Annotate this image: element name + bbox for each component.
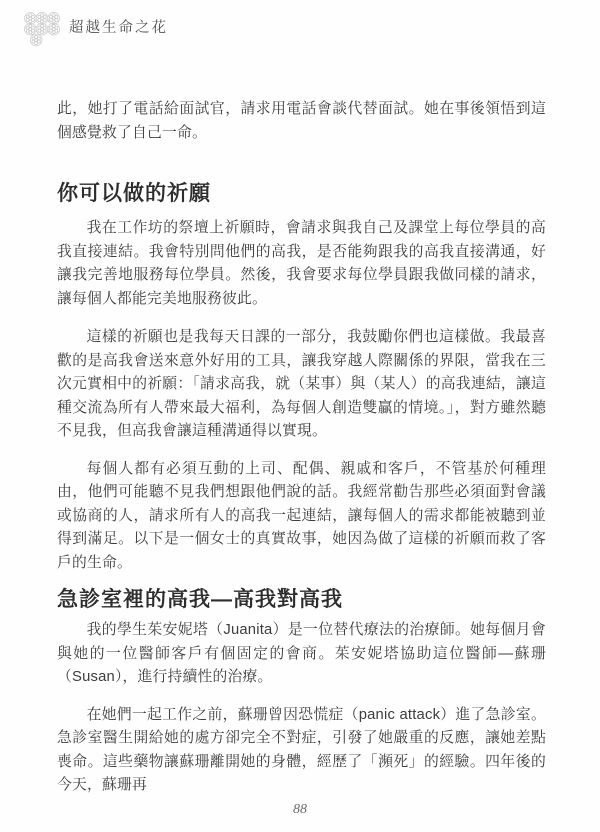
- paragraph: 我的學生茱安妮塔（Juanita）是一位替代療法的治療師。她每個月會與她的一位醫師客戶有個固定的會商。茱安妮塔協助這位醫師—蘇珊（Susan），進行持續性的治療。: [57, 622, 546, 685]
- flower-of-life-logo-icon: [22, 8, 62, 52]
- page-number: 88: [293, 802, 307, 817]
- section-heading-higher-self-in-er: 急診室裡的高我—高我對高我: [57, 588, 343, 611]
- page-footer: [0, 800, 600, 818]
- paragraph: 我在工作坊的祭壇上祈願時，會請求與我自己及課堂上每位學員的高我直接連結。我會特別問他們的高我，是否能夠跟我的高我直接溝通，好讓我完善地服務每位學員。然後，我會要求每位學員跟我做同樣的請求，讓每個人都能完美地服務彼此。: [57, 220, 546, 307]
- paragraph: 每個人都有必須互動的上司、配偶、親戚和客戶，不管基於何種理由，他們可能聽不見我們想跟他們說的話。我經常勸告那些必須面對會議或協商的人，請求所有人的高我一起連結，讓每個人的需求都能被聽到並得到滿足。以下是一個女士的真實故事，她因為做了這樣的祈願而救了客戶的生命。: [57, 460, 546, 571]
- paragraph: 這樣的祈願也是我每天日課的一部分，我鼓勵你們也這樣做。我最喜歡的是高我會送來意外好用的工具，讓我穿越人際關係的界限，當我在三次元實相中的祈願：「請求高我，就（某事）與（某人）的高我連結，讓這種交流為所有人帶來最大福利，為每個人創造雙贏的情境。」，對方雖然聽不見我，但高我會讓這種溝通得以實現。: [57, 329, 546, 439]
- section-heading-prayers-you-can-make: 你可以做的祈願: [57, 182, 211, 205]
- book-title: 超越生命之花: [69, 19, 168, 36]
- paragraph: 在她們一起工作之前，蘇珊曾因恐慌症（panic attack）進了急診室。急診室醫生開給她的處方卻完全不對症，引發了她嚴重的反應，讓她差點喪命。這些藥物讓蘇珊離開她的身體，經歷了「瀕死」的經驗。四年後的今天，蘇珊再: [57, 706, 546, 793]
- page-content: [57, 0, 546, 798]
- paragraph-continuation: 此，她打了電話給面試官，請求用電話會談代替面試。她在事後領悟到這個感覺救了自己一命。: [57, 101, 546, 141]
